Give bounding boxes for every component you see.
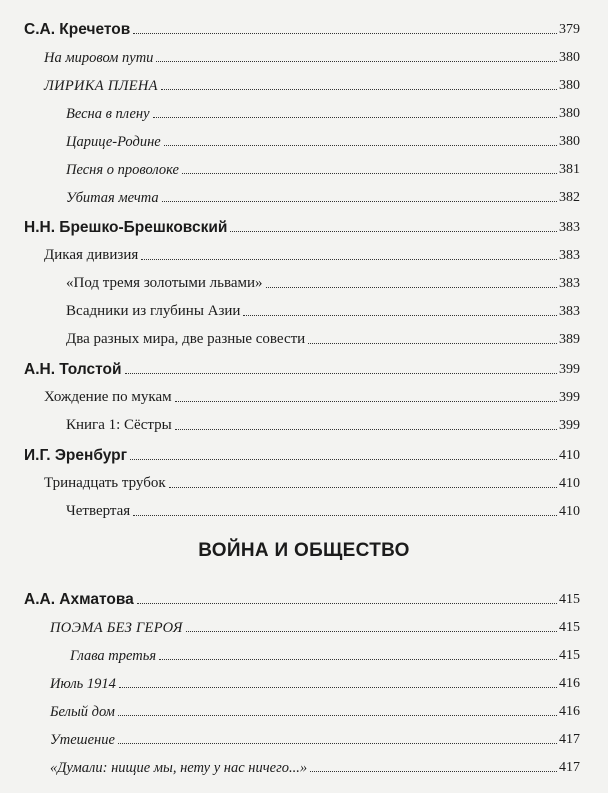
dot-leader — [243, 315, 557, 316]
dot-leader — [175, 429, 557, 430]
toc-entry-title: Утешение — [50, 731, 115, 748]
toc-entry-page: 381 — [559, 162, 580, 177]
toc-entry-page: 383 — [559, 248, 580, 263]
toc-entry-title: Июль 1914 — [50, 675, 116, 692]
dot-leader — [153, 117, 557, 118]
toc-entry-title: Четвертая — [66, 503, 131, 519]
toc-entry — [50, 610, 580, 636]
section-title: ВОЙНА И ОБЩЕСТВО — [198, 540, 410, 561]
toc-entry-title: Весна в плену — [66, 105, 150, 122]
toc-entry-title: Два разных мира, две разные совести — [66, 331, 306, 347]
toc-entry-title: Н.Н. Брешко-Брешковский — [24, 218, 228, 236]
toc-entry — [50, 694, 580, 720]
toc-entry-title: А.А. Ахматова — [24, 590, 134, 608]
toc-entry-title: Хождение по мукам — [44, 389, 172, 405]
toc-entry-title: «Под тремя золотыми львами» — [66, 275, 263, 291]
toc-entry-title: ПОЭМА БЕЗ ГЕРОЯ — [50, 619, 183, 636]
toc-entry — [44, 40, 580, 66]
toc-entry-page: 380 — [559, 50, 580, 65]
toc-entry-author — [24, 438, 580, 464]
toc-entry — [44, 68, 580, 94]
toc-entry-title: И.Г. Эренбург — [24, 446, 128, 464]
toc-entry — [66, 152, 580, 178]
dot-leader — [164, 145, 557, 146]
toc-entry-page: 417 — [559, 732, 580, 747]
toc-entry-title: «Думали: нищие мы, нету у нас ничего...» — [50, 759, 308, 776]
toc-entry-page: 410 — [559, 448, 580, 463]
toc-entry-page: 389 — [559, 332, 580, 347]
toc-entry-page: 415 — [559, 648, 580, 663]
toc-entry — [66, 96, 580, 122]
toc-entry — [66, 266, 580, 292]
toc-entry — [50, 722, 580, 748]
dot-leader — [156, 61, 557, 62]
toc-entry-page: 417 — [559, 760, 580, 775]
dot-leader — [230, 231, 557, 232]
toc-entry-page: 415 — [559, 592, 580, 607]
toc-entry-title: На мировом пути — [44, 49, 154, 66]
toc-entry-page: 399 — [559, 390, 580, 405]
toc-entry-page: 382 — [559, 190, 580, 205]
toc-entry-page: 383 — [559, 220, 580, 235]
toc-entry-page: 383 — [559, 276, 580, 291]
toc-entry — [66, 180, 580, 206]
toc-entry-page: 416 — [559, 676, 580, 691]
toc-entry-title: Белый дом — [50, 703, 115, 720]
toc-entry — [44, 466, 580, 492]
toc-entry-page: 410 — [559, 476, 580, 491]
toc-entry — [70, 638, 580, 664]
dot-leader — [186, 631, 557, 632]
toc-entry-title: Всадники из глубины Азии — [66, 303, 241, 319]
dot-leader — [310, 771, 557, 772]
toc-entry-title: А.Н. Толстой — [24, 360, 122, 378]
toc-entry-page: 416 — [559, 704, 580, 719]
dot-leader — [161, 89, 557, 90]
toc-entry-title: Книга 1: Сёстры — [66, 417, 172, 433]
toc-entry — [66, 494, 580, 520]
toc-entry — [66, 322, 580, 348]
dot-leader — [133, 515, 557, 516]
toc-entry — [50, 750, 580, 776]
dot-leader — [308, 343, 557, 344]
dot-leader — [133, 33, 557, 34]
toc-entry-title: С.А. Кречетов — [24, 20, 131, 38]
toc-entry-page: 379 — [559, 22, 580, 37]
toc-entry — [66, 124, 580, 150]
dot-leader — [118, 743, 557, 744]
toc-entry-page: 380 — [559, 78, 580, 93]
toc-entry-title: Глава третья — [70, 647, 157, 664]
dot-leader — [182, 173, 557, 174]
toc-entry-title: Царице-Родине — [66, 133, 161, 150]
toc-entry-title: Убитая мечта — [66, 189, 159, 206]
dot-leader — [159, 659, 557, 660]
toc-entry-title: Дикая дивизия — [44, 247, 139, 263]
dot-leader — [169, 487, 557, 488]
dot-leader — [137, 603, 557, 604]
toc-entry-title: ЛИРИКА ПЛЕНА — [44, 77, 158, 94]
toc-entry-page: 380 — [559, 106, 580, 121]
toc-entry-author — [24, 352, 580, 378]
dot-leader — [141, 259, 557, 260]
toc-entry-author — [24, 210, 580, 236]
dot-leader — [130, 459, 557, 460]
dot-leader — [175, 401, 557, 402]
toc-entry-author — [24, 582, 580, 608]
toc-entry — [44, 238, 580, 264]
toc-entry-page: 383 — [559, 304, 580, 319]
toc-entry-title: Песня о проволоке — [66, 161, 179, 178]
toc-entry — [50, 666, 580, 692]
dot-leader — [125, 373, 557, 374]
toc-entry-page: 415 — [559, 620, 580, 635]
toc-entry-page: 380 — [559, 134, 580, 149]
toc-entry — [44, 380, 580, 406]
toc-entry-title: Тринадцать трубок — [44, 475, 166, 491]
dot-leader — [119, 687, 557, 688]
toc-entry-page: 410 — [559, 504, 580, 519]
dot-leader — [162, 201, 557, 202]
toc-entry-page: 399 — [559, 418, 580, 433]
toc-entry — [66, 294, 580, 320]
dot-leader — [266, 287, 557, 288]
toc-entry-page: 399 — [559, 362, 580, 377]
toc-entry — [66, 408, 580, 434]
dot-leader — [118, 715, 557, 716]
toc-entry-author — [24, 12, 580, 38]
